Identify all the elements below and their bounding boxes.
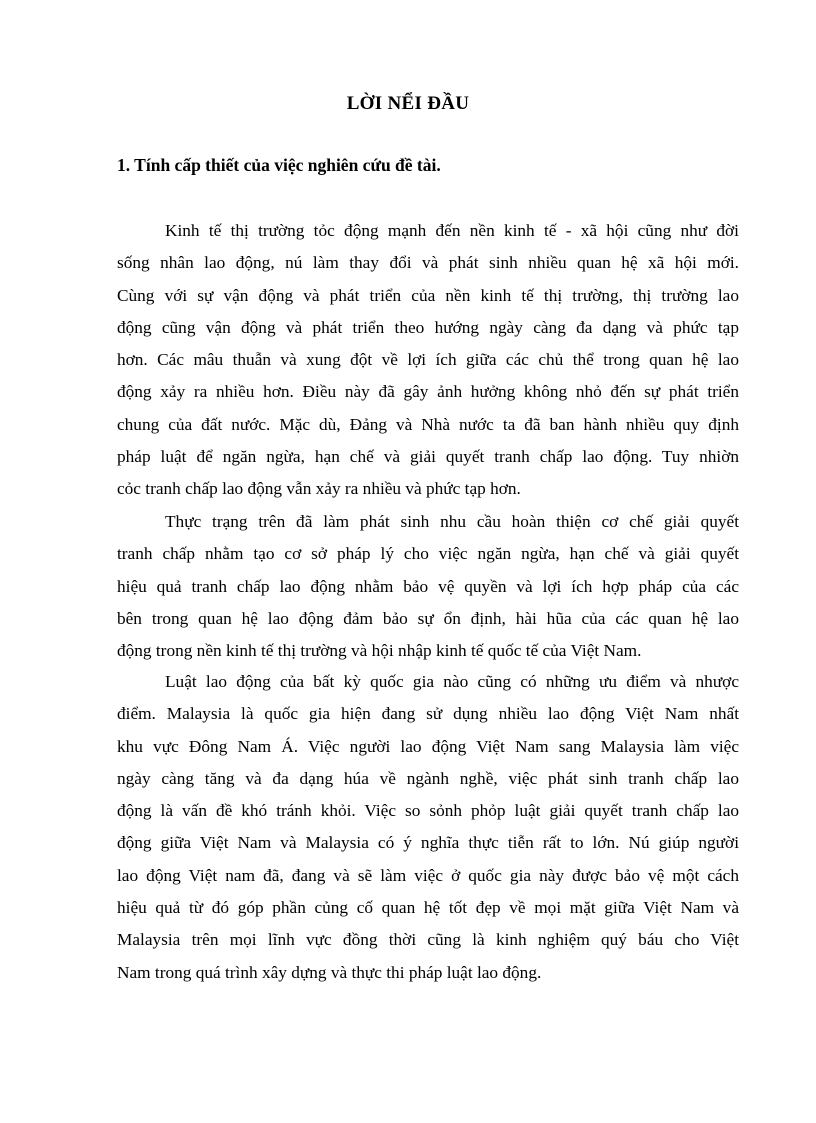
paragraph-line: hiệu quả tranh chấp lao động nhằm bảo vệ quyền và lợi ích hợp pháp của các [117, 576, 739, 596]
paragraph-line: hơn. Các mâu thuẫn và xung đột về lợi ích giữa các chủ thể trong quan hệ lao [117, 350, 739, 370]
paragraph-line: động là vấn đề khó tránh khỏi. Việc so sỏnh phỏp luật giải quyết tranh chấp lao [117, 801, 739, 821]
paragraph-line: cỏc tranh chấp lao động vẫn xảy ra nhiều và phức tạp hơn. [117, 479, 521, 499]
paragraph-line: tranh chấp nhằm tạo cơ sở pháp lý cho việc ngăn ngừa, hạn chế và giải quyết [117, 544, 739, 564]
paragraph-line: khu vực Đông Nam Á. Việc người lao động Việt Nam sang Malaysia làm việc [117, 736, 739, 756]
paragraph-line: động trong nền kinh tế thị trường và hội nhập kinh tế quốc tế của Việt Nam. [117, 641, 642, 661]
paragraph-line: Nam trong quá trình xây dựng và thực thi pháp luật lao động. [117, 962, 542, 982]
paragraph-line: động xảy ra nhiều hơn. Điều này đã gây ảnh hưởng không nhỏ đến sự phát triển [117, 382, 739, 402]
paragraph-line: pháp luật để ngăn ngừa, hạn chế và giải quyết tranh chấp lao động. Tuy nhiờn [117, 447, 739, 467]
paragraph-line: điểm. Malaysia là quốc gia hiện đang sử dụng nhiều lao động Việt Nam nhất [117, 704, 739, 724]
paragraph-line: ngày càng tăng và đa dạng húa về ngành nghề, việc phát sinh tranh chấp lao [117, 768, 739, 788]
paragraph-line: Kinh tế thị trường tỏc động mạnh đến nền kinh tế - xã hội cũng như đời [165, 221, 739, 240]
paragraph-line: Cùng với sự vận động và phát triển của nền kinh tế thị trường, thị trường lao [117, 285, 739, 305]
section-heading: 1. Tính cấp thiết của việc nghiên cứu đề tài. [117, 155, 441, 175]
paragraph-line: động giữa Việt Nam và Malaysia có ý nghĩa thực tiễn rất to lớn. Nú giúp người [117, 833, 739, 853]
paragraph-line: sống nhân lao động, nú làm thay đổi và phát sinh nhiều quan hệ xã hội mới. [117, 253, 739, 273]
paragraph-line: động cũng vận động và phát triển theo hướng ngày càng đa dạng và phức tạp [117, 317, 739, 337]
page-title: LỜI NỂI ĐẦU [346, 93, 470, 114]
paragraph-line: hiệu quả từ đó góp phần củng cố quan hệ tốt đẹp về mọi mặt giữa Việt Nam và [117, 898, 739, 918]
paragraph-line: Luật lao động của bất kỳ quốc gia nào cũng có những ưu điểm và nhược [165, 672, 739, 691]
paragraph-line: chung của đất nước. Mặc dù, Đảng và Nhà nước ta đã ban hành nhiều quy định [117, 414, 739, 434]
paragraph-1 [117, 215, 739, 506]
paragraph-line: bên trong quan hệ lao động đảm bảo sự ổn định, hài hũa của các quan hệ lao [117, 608, 739, 628]
paragraph-line: lao động Việt nam đã, đang và sẽ làm việc ở quốc gia này được bảo vệ một cách [117, 865, 739, 885]
paragraph-2 [117, 506, 739, 667]
paragraph-3 [117, 666, 739, 989]
paragraph-line: Thực trạng trên đã làm phát sinh nhu cầu hoàn thiện cơ chế giải quyết [165, 512, 739, 531]
paragraph-line: Malaysia trên mọi lĩnh vực đồng thời cũng là kinh nghiệm quý báu cho Việt [117, 930, 739, 950]
